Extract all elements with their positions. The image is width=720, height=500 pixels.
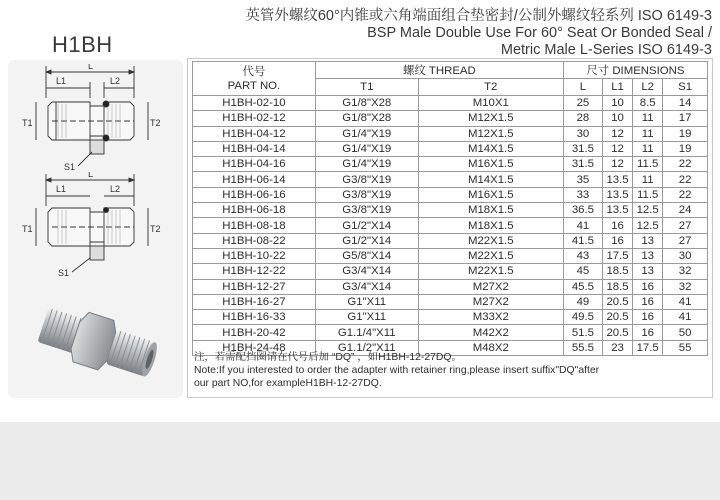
dim-l-cell: 45.5 bbox=[563, 279, 602, 294]
part-no-cell: H1BH-06-18 bbox=[193, 203, 316, 218]
table-row bbox=[193, 218, 708, 233]
part-no-cell: H1BH-06-14 bbox=[193, 172, 316, 187]
thread-t1-cell: G3/4"X14 bbox=[315, 264, 418, 279]
dim-l-cell: 28 bbox=[563, 111, 602, 126]
table-row bbox=[193, 294, 708, 309]
thread-t1-cell: G1/8"X28 bbox=[315, 111, 418, 126]
dim-l1-cell: 18.5 bbox=[602, 279, 632, 294]
thread-t2-cell: M22X1.5 bbox=[418, 248, 563, 263]
dim-l1-cell: 10 bbox=[602, 111, 632, 126]
table-row bbox=[193, 172, 708, 187]
dim-l-cell: 35 bbox=[563, 172, 602, 187]
dim-s1-cell: 55 bbox=[663, 340, 708, 355]
col-t1: T1 bbox=[315, 79, 418, 96]
dim-l2-cell: 11 bbox=[633, 141, 663, 156]
dim-l2-cell: 17.5 bbox=[633, 340, 663, 355]
part-no-cell: H1BH-16-33 bbox=[193, 310, 316, 325]
dim-l-cell: 43 bbox=[563, 248, 602, 263]
dim-l2-cell: 12.5 bbox=[633, 203, 663, 218]
col-l: L bbox=[563, 79, 602, 96]
dim-s1-cell: 19 bbox=[663, 141, 708, 156]
thread-t1-cell: G1/8"X28 bbox=[315, 96, 418, 111]
dim-l-cell: 49 bbox=[563, 294, 602, 309]
dim-s1-cell: 22 bbox=[663, 187, 708, 202]
thread-t1-cell: G1.1/2"X11 bbox=[315, 340, 418, 355]
dim-s1-cell: 32 bbox=[663, 279, 708, 294]
dim-l2-cell: 11 bbox=[633, 172, 663, 187]
table-row bbox=[193, 233, 708, 248]
part-no-cell: H1BH-24-48 bbox=[193, 340, 316, 355]
thread-t1-cell: G1"X11 bbox=[315, 294, 418, 309]
drawing1-label-s1: S1 bbox=[64, 162, 76, 172]
thread-t2-cell: M14X1.5 bbox=[418, 172, 563, 187]
technical-drawing-bonded bbox=[8, 172, 183, 282]
thread-t1-cell: G3/8"X19 bbox=[315, 203, 418, 218]
part-no-cell: H1BH-08-18 bbox=[193, 218, 316, 233]
table-row bbox=[193, 111, 708, 126]
thread-t1-cell: G3/8"X19 bbox=[315, 172, 418, 187]
col-l2: L2 bbox=[633, 79, 663, 96]
thread-t2-cell: M42X2 bbox=[418, 325, 563, 340]
drawing2-label-l1: L1 bbox=[56, 184, 67, 194]
dim-l1-cell: 17.5 bbox=[602, 248, 632, 263]
dim-l-cell: 31.5 bbox=[563, 157, 602, 172]
table-row bbox=[193, 248, 708, 263]
table-row bbox=[193, 203, 708, 218]
dim-s1-cell: 50 bbox=[663, 325, 708, 340]
dim-l-cell: 33 bbox=[563, 187, 602, 202]
part-no-cell: H1BH-02-10 bbox=[193, 96, 316, 111]
note-english-line1: Note:If you interested to order the adapter with retainer ring,please insert suffix"DQ"after bbox=[194, 365, 600, 377]
dim-l-cell: 55.5 bbox=[563, 340, 602, 355]
drawing-panel bbox=[8, 60, 183, 398]
product-photo bbox=[8, 288, 183, 398]
part-no-cell: H1BH-20-42 bbox=[193, 325, 316, 340]
dimension-table bbox=[192, 61, 708, 356]
drawing1-label-l1: L1 bbox=[56, 76, 67, 86]
drawing2-label-s1: S1 bbox=[58, 268, 70, 278]
part-no-cell: H1BH-12-22 bbox=[193, 264, 316, 279]
drawing1-label-l2: L2 bbox=[110, 76, 121, 86]
table-row bbox=[193, 126, 708, 141]
dim-s1-cell: 22 bbox=[663, 172, 708, 187]
dim-l-cell: 31.5 bbox=[563, 141, 602, 156]
part-no-cell: H1BH-06-16 bbox=[193, 187, 316, 202]
dim-l2-cell: 11 bbox=[633, 111, 663, 126]
dim-l1-cell: 23 bbox=[602, 340, 632, 355]
part-no-cell: H1BH-08-22 bbox=[193, 233, 316, 248]
dim-l2-cell: 16 bbox=[633, 310, 663, 325]
col-t2: T2 bbox=[418, 79, 563, 96]
drawing2-label-t1: T1 bbox=[22, 224, 33, 234]
note-chinese: 注，若需配挡圈请在代号后加 “DQ” ，如H1BH-12-27DQ。 bbox=[194, 352, 462, 363]
table-row bbox=[193, 310, 708, 325]
part-no-cell: H1BH-12-27 bbox=[193, 279, 316, 294]
thread-t1-cell: G1/2"X14 bbox=[315, 218, 418, 233]
dim-l-cell: 30 bbox=[563, 126, 602, 141]
thread-t2-cell: M48X2 bbox=[418, 340, 563, 355]
part-no-cell: H1BH-04-14 bbox=[193, 141, 316, 156]
thread-t2-cell: M12X1.5 bbox=[418, 111, 563, 126]
dim-l1-cell: 12 bbox=[602, 141, 632, 156]
series-code: H1BH bbox=[52, 32, 113, 57]
dim-l1-cell: 13.5 bbox=[602, 203, 632, 218]
order-note bbox=[194, 351, 599, 391]
dim-l-cell: 49.5 bbox=[563, 310, 602, 325]
thread-t2-cell: M27X2 bbox=[418, 279, 563, 294]
dim-l1-cell: 12 bbox=[602, 126, 632, 141]
thread-t2-cell: M22X1.5 bbox=[418, 233, 563, 248]
dim-l1-cell: 10 bbox=[602, 96, 632, 111]
dim-l2-cell: 13 bbox=[633, 233, 663, 248]
thread-t2-cell: M14X1.5 bbox=[418, 141, 563, 156]
thread-t2-cell: M33X2 bbox=[418, 310, 563, 325]
part-no-header-cn: 代号 bbox=[242, 65, 266, 78]
dim-l-cell: 45 bbox=[563, 264, 602, 279]
thread-t1-cell: G1"X11 bbox=[315, 310, 418, 325]
technical-drawing-seat bbox=[8, 64, 183, 174]
dim-l2-cell: 8.5 bbox=[633, 96, 663, 111]
dim-l2-cell: 12.5 bbox=[633, 218, 663, 233]
thread-t2-cell: M12X1.5 bbox=[418, 126, 563, 141]
thread-t1-cell: G1.1/4"X11 bbox=[315, 325, 418, 340]
part-no-cell: H1BH-02-12 bbox=[193, 111, 316, 126]
part-no-header bbox=[193, 62, 316, 96]
dim-l1-cell: 13.5 bbox=[602, 172, 632, 187]
drawing1-label-t2: T2 bbox=[150, 118, 161, 128]
dim-l1-cell: 16 bbox=[602, 233, 632, 248]
dim-l2-cell: 13 bbox=[633, 248, 663, 263]
thread-t2-cell: M10X1 bbox=[418, 96, 563, 111]
drawing2-label-t2: T2 bbox=[150, 224, 161, 234]
dim-l1-cell: 16 bbox=[602, 218, 632, 233]
thread-t2-cell: M16X1.5 bbox=[418, 187, 563, 202]
thread-t1-cell: G1/2"X14 bbox=[315, 233, 418, 248]
dim-s1-cell: 22 bbox=[663, 157, 708, 172]
thread-t1-cell: G3/8"X19 bbox=[315, 187, 418, 202]
dim-l2-cell: 16 bbox=[633, 325, 663, 340]
dim-l-cell: 36.5 bbox=[563, 203, 602, 218]
dim-l1-cell: 20.5 bbox=[602, 294, 632, 309]
part-no-cell: H1BH-10-22 bbox=[193, 248, 316, 263]
title-block bbox=[242, 8, 712, 59]
dim-l1-cell: 12 bbox=[602, 157, 632, 172]
dim-l2-cell: 16 bbox=[633, 279, 663, 294]
drawing1-label-l: L bbox=[88, 64, 94, 71]
table-row bbox=[193, 141, 708, 156]
drawing2-label-l: L bbox=[88, 172, 94, 179]
dim-l2-cell: 11.5 bbox=[633, 187, 663, 202]
dim-l1-cell: 18.5 bbox=[602, 264, 632, 279]
table-row bbox=[193, 279, 708, 294]
thread-t1-cell: G1/4"X19 bbox=[315, 141, 418, 156]
dim-s1-cell: 24 bbox=[663, 203, 708, 218]
dim-l-cell: 41.5 bbox=[563, 233, 602, 248]
dim-s1-cell: 14 bbox=[663, 96, 708, 111]
dim-l-cell: 41 bbox=[563, 218, 602, 233]
dim-s1-cell: 27 bbox=[663, 218, 708, 233]
dim-s1-cell: 32 bbox=[663, 264, 708, 279]
part-no-cell: H1BH-16-27 bbox=[193, 294, 316, 309]
dim-l1-cell: 13.5 bbox=[602, 187, 632, 202]
thread-t1-cell: G5/8"X14 bbox=[315, 248, 418, 263]
dim-l2-cell: 11 bbox=[633, 126, 663, 141]
part-no-header-en: PART NO. bbox=[227, 79, 281, 92]
table-row bbox=[193, 96, 708, 111]
dim-l-cell: 51.5 bbox=[563, 325, 602, 340]
part-no-cell: H1BH-04-12 bbox=[193, 126, 316, 141]
thread-t1-cell: G3/4"X14 bbox=[315, 279, 418, 294]
dim-s1-cell: 27 bbox=[663, 233, 708, 248]
dim-l2-cell: 11.5 bbox=[633, 157, 663, 172]
dim-s1-cell: 41 bbox=[663, 310, 708, 325]
col-l1: L1 bbox=[602, 79, 632, 96]
part-no-cell: H1BH-04-16 bbox=[193, 157, 316, 172]
drawing2-label-l2: L2 bbox=[110, 184, 121, 194]
thread-header: 螺纹 THREAD bbox=[315, 62, 563, 79]
dim-l-cell: 25 bbox=[563, 96, 602, 111]
thread-t1-cell: G1/4"X19 bbox=[315, 126, 418, 141]
note-english-line2: our part NO,for exampleH1BH-12-27DQ. bbox=[194, 378, 382, 390]
dim-s1-cell: 17 bbox=[663, 111, 708, 126]
dim-s1-cell: 41 bbox=[663, 294, 708, 309]
table-row bbox=[193, 325, 708, 340]
dim-l2-cell: 13 bbox=[633, 264, 663, 279]
thread-t2-cell: M16X1.5 bbox=[418, 157, 563, 172]
dimensions-header: 尺寸 DIMENSIONS bbox=[563, 62, 707, 79]
thread-t1-cell: G1/4"X19 bbox=[315, 157, 418, 172]
table-body bbox=[193, 96, 708, 356]
drawing1-label-t1: T1 bbox=[22, 118, 33, 128]
table-row bbox=[193, 187, 708, 202]
dim-l1-cell: 20.5 bbox=[602, 325, 632, 340]
dim-s1-cell: 30 bbox=[663, 248, 708, 263]
title-english-line2: Metric Male L-Series ISO 6149-3 bbox=[500, 42, 712, 58]
dim-l1-cell: 20.5 bbox=[602, 310, 632, 325]
title-english-line1: BSP Male Double Use For 60° Seat Or Bonded Seal / bbox=[367, 25, 712, 41]
title-chinese: 英管外螺纹60°内锥或六角端面组合垫密封/公制外螺纹轻系列 ISO 6149-3 bbox=[245, 8, 712, 24]
footer-band bbox=[0, 422, 720, 500]
thread-t2-cell: M27X2 bbox=[418, 294, 563, 309]
table-row bbox=[193, 157, 708, 172]
thread-t2-cell: M18X1.5 bbox=[418, 203, 563, 218]
specification-panel bbox=[187, 58, 713, 398]
thread-t2-cell: M18X1.5 bbox=[418, 218, 563, 233]
table-row bbox=[193, 264, 708, 279]
dim-s1-cell: 19 bbox=[663, 126, 708, 141]
thread-t2-cell: M22X1.5 bbox=[418, 264, 563, 279]
col-s1: S1 bbox=[663, 79, 708, 96]
dim-l2-cell: 16 bbox=[633, 294, 663, 309]
